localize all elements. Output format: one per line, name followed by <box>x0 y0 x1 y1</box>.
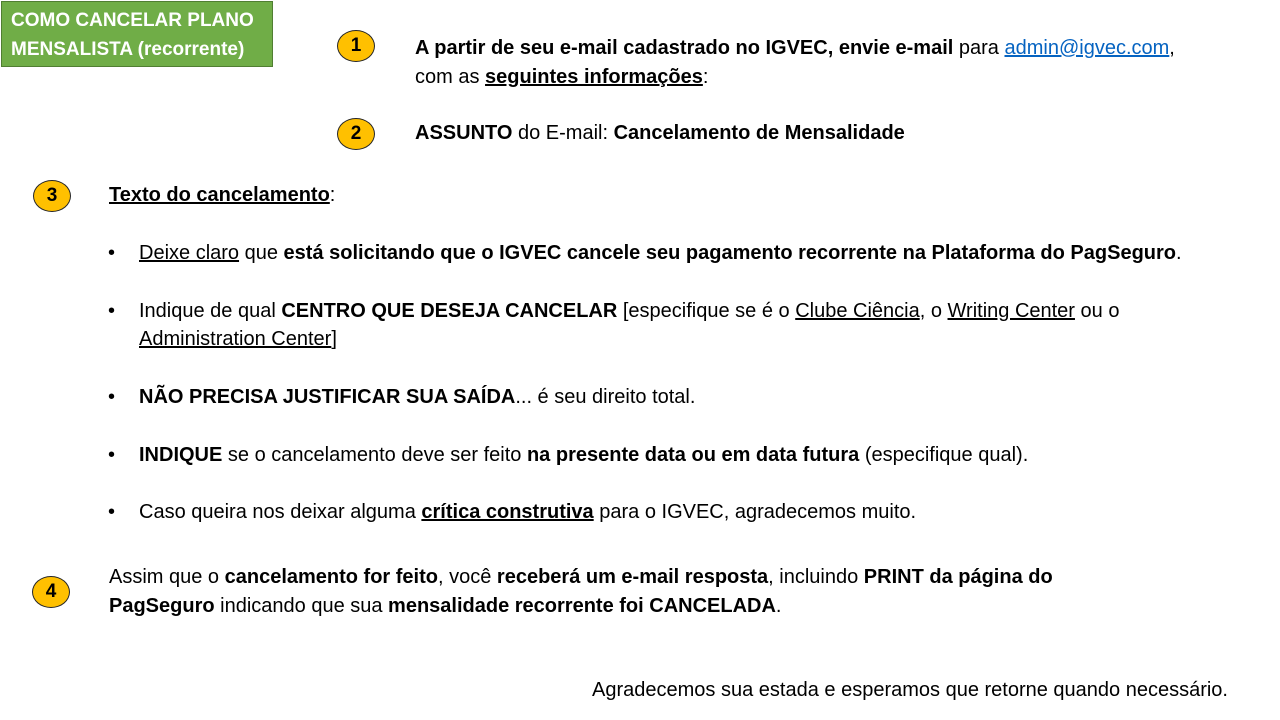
bullet-1-c: está solicitando que o IGVEC cancele seu pagamento recorrente na Plataforma do PagSeguro <box>283 242 1177 264</box>
step-2-line <box>415 119 905 147</box>
step-4-h: indicando que sua <box>214 595 389 617</box>
step-3-title: Texto do cancelamento <box>109 184 330 206</box>
bullet-5-a: Caso queira nos deixar alguma <box>139 501 422 523</box>
bullet-1 <box>139 239 1182 267</box>
title-line-2: MENSALISTA (recorrente) <box>11 39 245 60</box>
step-1-lead: A partir de seu e-mail cadastrado no IGVEC, envie e-mail <box>415 37 954 59</box>
step-2-text: do E-mail: <box>512 122 614 144</box>
bullet-2-admin: Administration Center <box>139 328 332 350</box>
step-1-text-2: com as <box>415 66 486 88</box>
step-4-badge: 4 <box>32 576 70 608</box>
step-4-e: , incluindo <box>768 566 864 588</box>
bullet-2-e: , o <box>919 300 948 322</box>
step-4-d: receberá um e-mail resposta <box>496 566 769 588</box>
step-4-b: cancelamento for feito <box>224 566 438 588</box>
step-2-subject: Cancelamento de Mensalidade <box>613 122 905 144</box>
bullet-4 <box>139 441 1028 469</box>
step-1-colon: : <box>702 66 709 88</box>
bullet-4-a: INDIQUE <box>139 444 223 466</box>
step-4-f: PRINT da página do <box>863 566 1053 588</box>
step-4-g: PagSeguro <box>109 595 215 617</box>
bullet-2-g: ou o <box>1074 300 1120 322</box>
bullet-2-writing: Writing Center <box>947 300 1075 322</box>
step-3-badge: 3 <box>33 180 71 212</box>
bullet-5 <box>139 498 916 526</box>
bullet-marker-2: • <box>108 300 116 322</box>
step-4-a: Assim que o <box>109 566 225 588</box>
step-3-heading <box>109 181 335 209</box>
bullet-4-b: se o cancelamento deve ser feito <box>222 444 527 466</box>
bullet-3 <box>139 383 695 411</box>
bullet-2-b: CENTRO QUE DESEJA CANCELAR <box>281 300 618 322</box>
bullet-2-line-2 <box>139 325 337 353</box>
bullet-4-d: (especifique qual). <box>859 444 1029 466</box>
bullet-marker-3: • <box>108 386 116 408</box>
closing-note: Agradecemos sua estada e esperamos que retorne quando necessário. <box>592 679 1228 701</box>
title-line-1: COMO CANCELAR PLANO <box>11 10 254 31</box>
bullet-2-c: [especifique se é o <box>617 300 796 322</box>
bullet-1-a: Deixe claro <box>139 242 240 264</box>
step-4-line-2 <box>109 592 781 620</box>
bullet-3-b: ... é seu direito total. <box>515 386 696 408</box>
bullet-5-c: para o IGVEC, agradecemos muito. <box>593 501 917 523</box>
step-4-j: . <box>775 595 782 617</box>
step-1-line-2 <box>415 63 708 91</box>
bullet-2-line-1 <box>139 297 1119 325</box>
step-4-line-1 <box>109 563 1053 591</box>
title-box <box>1 1 273 67</box>
bullet-1-b: que <box>239 242 284 264</box>
step-3-colon: : <box>329 184 336 206</box>
step-1-text: para <box>953 37 1005 59</box>
bullet-2-clube: Clube Ciência <box>795 300 920 322</box>
step-1-comma: , <box>1169 37 1175 59</box>
step-1-line-1 <box>415 34 1175 62</box>
bullet-marker-1: • <box>108 242 116 264</box>
step-2-badge: 2 <box>337 118 375 150</box>
bullet-2-i: ] <box>331 328 337 350</box>
bullet-3-a: NÃO PRECISA JUSTIFICAR SUA SAÍDA <box>139 386 516 408</box>
email-link[interactable]: admin@igvec.com <box>1004 37 1170 59</box>
bullet-5-b: crítica construtiva <box>421 501 594 523</box>
bullet-marker-5: • <box>108 501 116 523</box>
bullet-4-c: na presente data ou em data futura <box>526 444 860 466</box>
step-4-i: mensalidade recorrente foi CANCELADA <box>388 595 776 617</box>
bullet-1-d: . <box>1176 242 1182 264</box>
bullet-2-a: Indique de qual <box>139 300 282 322</box>
bullet-marker-4: • <box>108 444 116 466</box>
step-1-badge: 1 <box>337 30 375 62</box>
step-1-info: seguintes informações <box>485 66 703 88</box>
step-4-c: , você <box>438 566 497 588</box>
step-2-assunto: ASSUNTO <box>415 122 513 144</box>
